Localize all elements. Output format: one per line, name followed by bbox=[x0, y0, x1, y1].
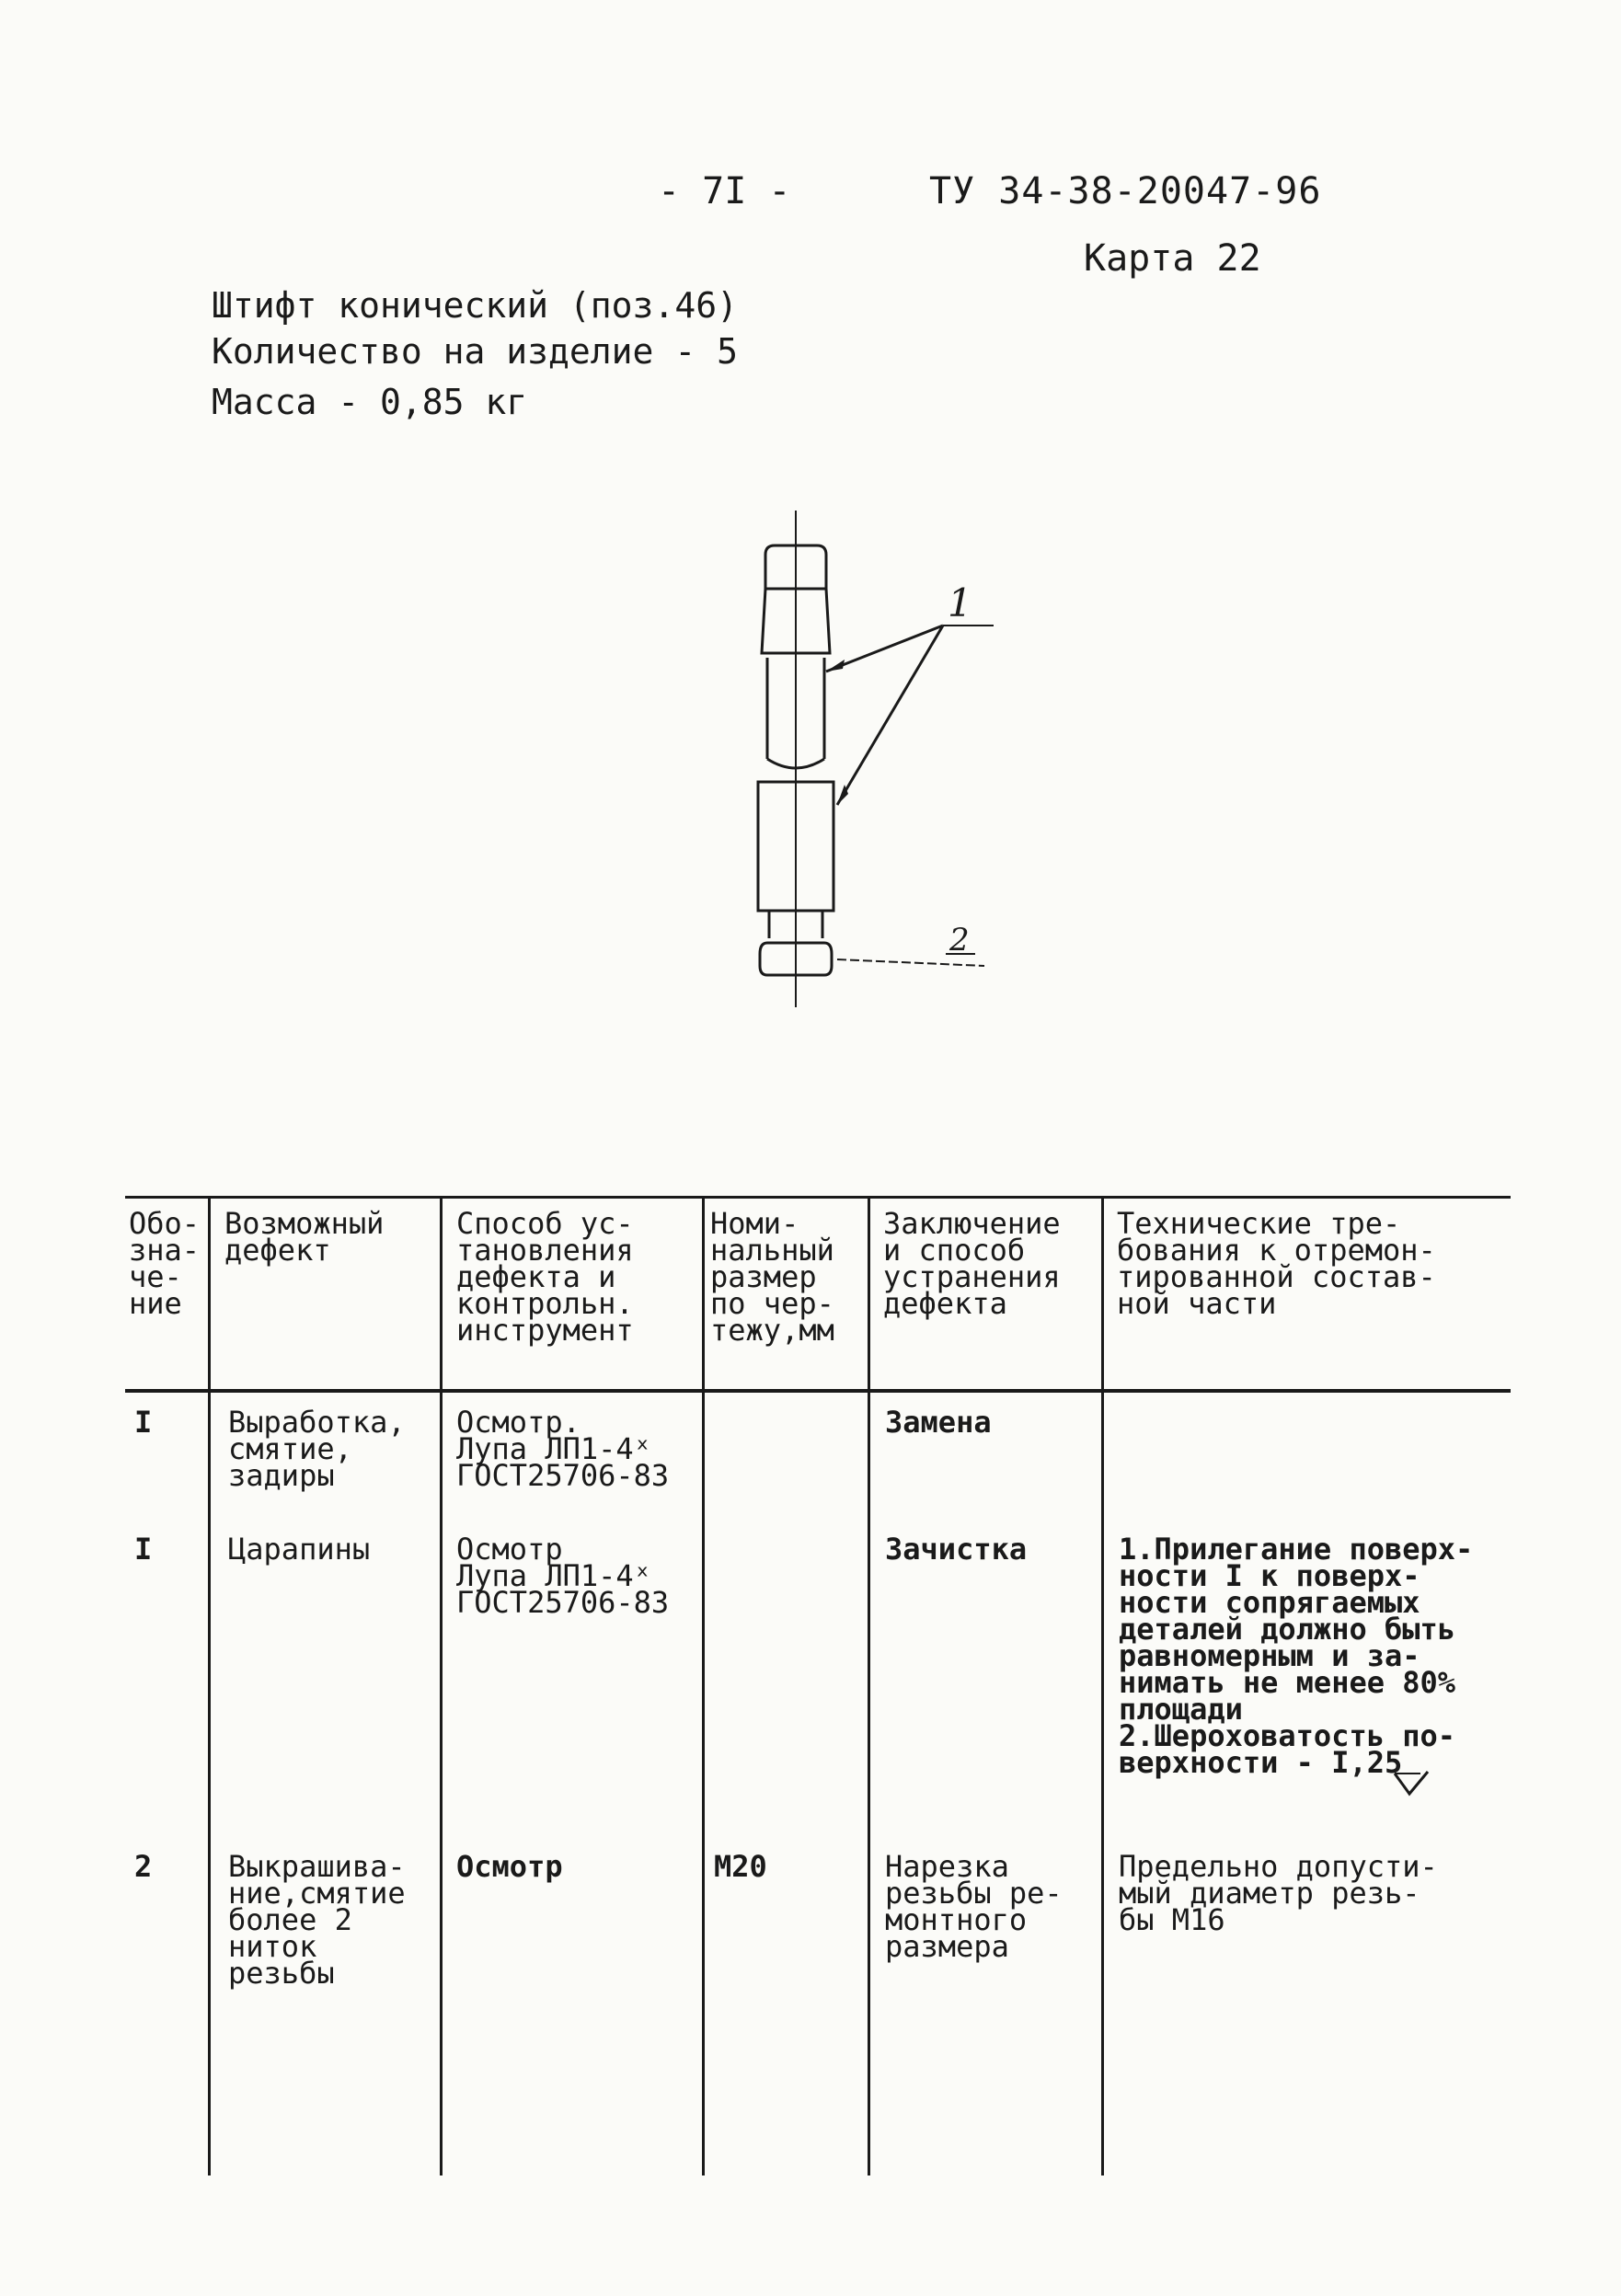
header-designation: Обо- зна- че- ние bbox=[129, 1206, 201, 1321]
row3-conclusion: Нарезка резьбы ре- монтного размера bbox=[885, 1849, 1063, 1964]
header-conclusion: Заключение и способ устранения дефекта bbox=[883, 1206, 1061, 1321]
part-name: Штифт конический (поз.46) bbox=[212, 285, 738, 326]
header-nominal-size: Номи- нальный размер по чер- тежу,мм bbox=[710, 1206, 834, 1348]
header-method: Способ ус- тановления дефекта и контрольн. инструмент bbox=[456, 1206, 634, 1348]
row1-defect: Выработка, смятие, задиры bbox=[228, 1405, 406, 1493]
row3-designation: 2 bbox=[134, 1849, 153, 1884]
part-quantity: Количество на изделие - 5 bbox=[212, 331, 738, 372]
row2-method: Осмотр Лупа ЛП1-4ˣ ГОСТ25706-83 bbox=[456, 1532, 670, 1620]
row1-method: Осмотр. Лупа ЛП1-4ˣ ГОСТ25706-83 bbox=[456, 1405, 670, 1493]
page-number: - 7I - bbox=[658, 170, 791, 212]
document-code: ТУ 34-38-20047-96 bbox=[929, 170, 1322, 212]
header-defect: Возможный дефект bbox=[224, 1206, 385, 1268]
part-mass: Масса - 0,85 кг bbox=[212, 382, 528, 422]
row2-designation: I bbox=[134, 1532, 153, 1567]
leader-label-2: 2 bbox=[949, 922, 970, 959]
row1-conclusion: Замена bbox=[885, 1405, 992, 1440]
row3-method: Осмотр bbox=[456, 1849, 563, 1884]
pin-drawing bbox=[708, 501, 1021, 1016]
row3-nominal: М20 bbox=[714, 1849, 767, 1884]
row1-designation: I bbox=[134, 1405, 153, 1440]
row2-conclusion: Зачистка bbox=[885, 1532, 1028, 1567]
header-requirements: Технические тре- бования к отремон- тированной состав- ной части bbox=[1117, 1206, 1436, 1321]
defect-table bbox=[125, 1196, 1511, 2175]
card-number: Карта 22 bbox=[1084, 237, 1261, 280]
row2-requirements: 1.Прилегание поверх- ности I к поверх- ности сопрягаемых деталей должно быть равномерным и за- нимать не менее 80% площади 2.Шероховатость по- верхности - I,25 bbox=[1119, 1532, 1474, 1780]
row3-requirements: Предельно допусти- мый диаметр резь- бы М16 bbox=[1119, 1849, 1438, 1937]
row3-defect: Выкрашива- ние,смятие более 2 ниток резьбы bbox=[228, 1849, 406, 1991]
leader-label-1: 1 bbox=[948, 580, 972, 626]
roughness-symbol-icon bbox=[1393, 1770, 1430, 1797]
row2-defect: Царапины bbox=[228, 1532, 371, 1567]
